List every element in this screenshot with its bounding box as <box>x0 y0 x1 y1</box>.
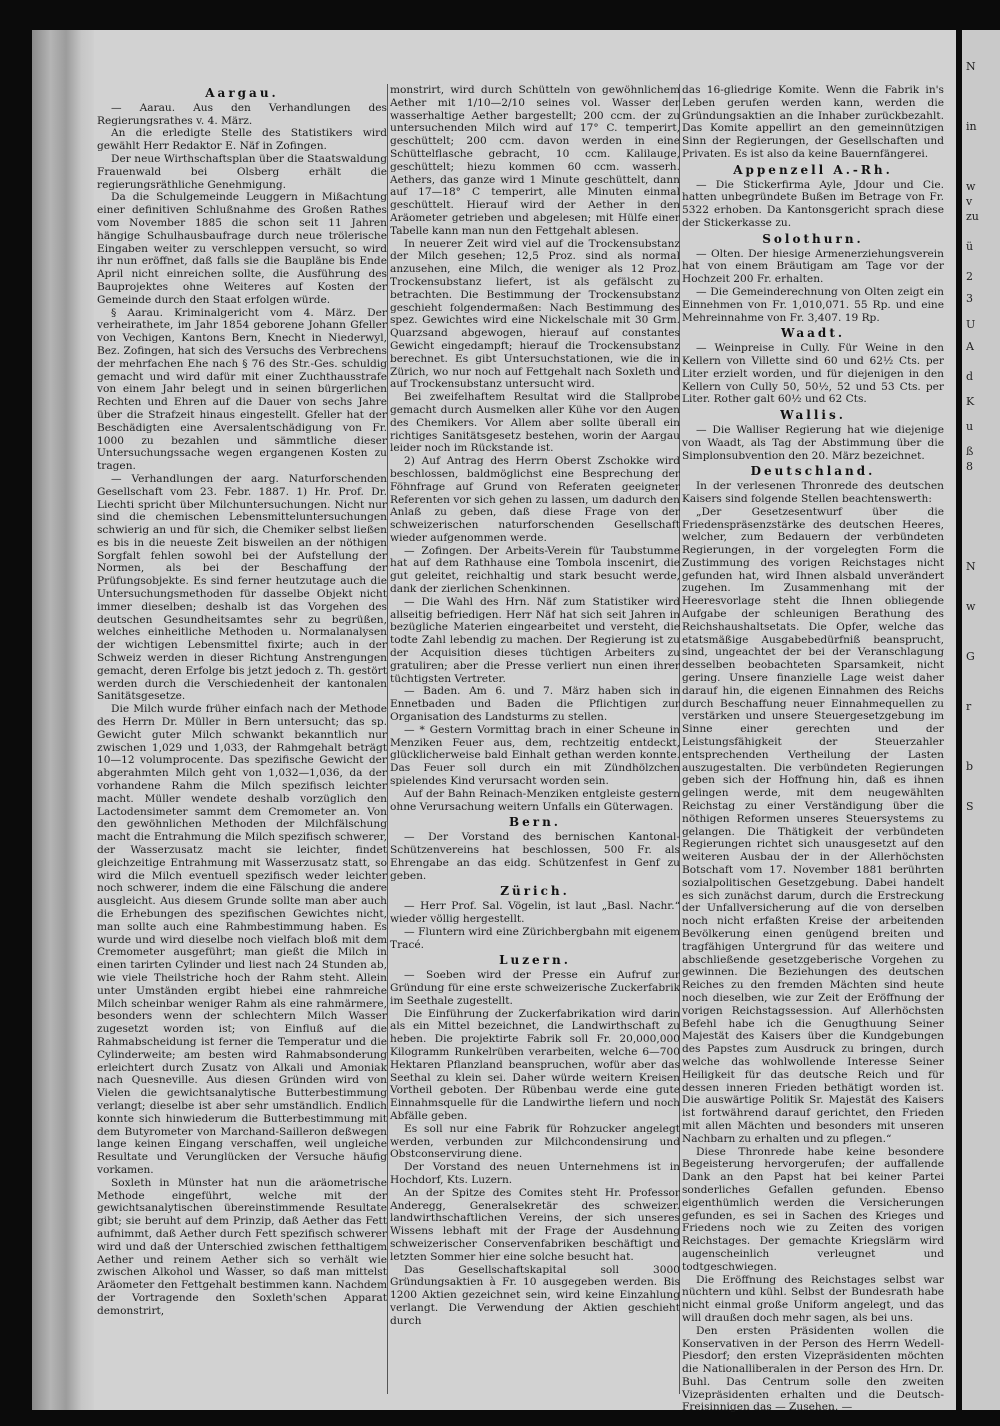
article-paragraph: — Olten. Der hiesige Armenerziehungsverein hat von einem Bräutigam am Tage vor der Hochzeit 200 Fr. erhalten. <box>682 247 944 286</box>
article-paragraph: Bei zweifelhaftem Resultat wird die Stallprobe gemacht durch Ausmelken aller Kühe vor den Augen des Chemikers. Vor Allem aber sollte überall ein richtiges Sanitätsgesetz bestehen, worin der Aargau leider noch im Rückstande ist. <box>390 391 680 455</box>
column-divider <box>387 84 388 1394</box>
facing-page-fragment: 3 <box>966 292 973 305</box>
facing-page-fragment: w <box>966 600 976 613</box>
article-paragraph: Die Einführung der Zuckerfabrikation wird darin als ein Mittel bezeichnet, die Landwirthschaft zu heben. Die projektirte Fabrik soll Fr. 20,000,000 Kilogramm Runkelrüben verarbeiten, welche 6—700 Hektaren Pflanzland beanspruchen, wofür aber das Seethal zu klein sei. Daher würde weitern Kreisen Vortheil geboten. Der Rübenbau werde eine gute Einnahmsquelle für die Landwirthe liefern und noch Abfälle geben. <box>390 1007 680 1122</box>
facing-page-fragment: d <box>966 370 974 383</box>
article-paragraph: Der Vorstand des neuen Unternehmens ist in Hochdorf, Kts. Luzern. <box>390 1161 680 1186</box>
facing-page-fragment: zu <box>966 210 979 223</box>
article-paragraph: — Der Vorstand des bernischen Kantonal-Schützenvereins hat beschlossen, 500 Fr. als Ehrengabe an das eidg. Schützenfest in Genf zu geben. <box>390 831 680 882</box>
facing-page-fragment: A <box>966 340 974 353</box>
article-paragraph: In neuerer Zeit wird viel auf die Trockensubstanz der Milch gesehen; 12,5 Proz. sind als normal anzusehen, eine Milch, die weniger als 12 Proz. Trockensubstanz liefert, ist als gefälscht zu betrachten. Die Bestimmung der Trockensubstanz geschieht folgendermaßen: Nach Bestimmung des spez. Gewichtes wird eine Nickelschale mit 30 Grm. Quarzsand abgewogen, hierauf auf constantes Gewicht eingedampft; hierauf die Trockensubstanz berechnet. Es gibt Untersuchstationen, wie die in Zürich, wo nur noch auf Fettgehalt nach Soxleth und auf Trockensubstanz untersucht wird. <box>390 237 680 391</box>
facing-page-fragment: U <box>966 318 976 331</box>
facing-page-fragment: K <box>966 395 975 408</box>
article-paragraph: — * Gestern Vormittag brach in einer Scheune in Menziken Feuer aus, dem, rechtzeitig entdeckt, glücklicherweise bald Einhalt gethan werden konnte. Das Feuer soll durch ein mit Zündhölzchen spielendes Kind verursacht worden sein. <box>390 723 680 788</box>
article-paragraph: Auf der Bahn Reinach-Menziken entgleiste gestern ohne Verursachung weitern Unfalls ein Güterwagen. <box>390 787 680 813</box>
section-heading: Deutschland. <box>750 464 876 479</box>
facing-page-fragment: G <box>966 650 975 663</box>
facing-page-fragment: 8 <box>966 460 973 473</box>
article-paragraph: — Die Gemeinderechnung von Olten zeigt ein Einnehmen von Fr. 1,010,071. 55 Rp. und eine Mehreinnahme von Fr. 3,407. 19 Rp. <box>682 285 944 324</box>
facing-page-fragment: ß <box>966 445 974 458</box>
article-paragraph: — Zofingen. Der Arbeits-Verein für Taubstumme hat auf dem Rathhause eine Tombola inscenirt, die gut geleitet, reichhaltig und stark besucht werde, dank der zierlichen Schenkinnen. <box>390 544 680 596</box>
article-paragraph: Es soll nur eine Fabrik für Rohzucker angelegt werden, verbunden zur Milchcondensirung und Obstconservirung diene. <box>390 1122 680 1161</box>
article-paragraph: — Die Walliser Regierung hat wie diejenige von Waadt, als Tag der Abstimmung über die Simplonsubvention den 20. März bezeichnet. <box>682 423 944 462</box>
facing-page-fragment: ü <box>966 240 974 253</box>
facing-page-fragment: in <box>966 120 977 133</box>
article-paragraph: — Herr Prof. Sal. Vögelin, ist laut „Basl. Nachr.“ wieder völlig hergestellt. <box>390 900 680 925</box>
article-paragraph: „Der Gesetzesentwurf über die Friedenspräsenzstärke des deutschen Heeres, welcher, zum Bedauern der verbündeten Regierungen, in der vorgelegten Form die Zustimmung des vorigen Reichstages nicht gefunden hat, wird Ihnen alsbald unverändert zugehen. Im Zusammenhang mit der Heeresvorlage steht die Ihnen obliegende Aufgabe der schleunigen Berathung des Reichshaushaltsetats. Die Opfer, welche das etatsmäßige Ausgabebedürfniß beansprucht, sind, ungeachtet der bei der Veranschlagung desselben beobachteten Sparsamkeit, nicht gering. Unsere finanzielle Lage weist daher darauf hin, die eigenen Einnahmen des Reichs durch Beschaffung neuer Einnahmequellen zu verstärken und unsere Steuergesetzgebung im Sinne einer gerechten und der Leistungsfähigkeit der Steuerzahler entsprechenden Vertheilung der Lasten auszugestalten. Die verbündeten Regierungen geben sich der Hoffnung hin, daß es ihnen gelingen werde, mit dem neugewählten Reichstag zu einer Verständigung über die nöthigen Reformen unseres Steuersystems zu gelangen. Die Thätigkeit der verbündeten Regierungen richtet sich unausgesetzt auf den weiteren Ausbau der in der Allerhöchsten Botschaft vom 17. November 1881 berührten sozialpolitischen Gesetzgebung. Dabei handelt es sich zunächst darum, durch die Erstreckung der Unfallversicherung auf die von derselben noch nicht erfaßten Kreise der arbeitenden Bevölkerung einen genügend breiten und tragfähigen Untergrund für das weitere und abschließende gesetzgeberische Vorgehen zu gewinnen. Die Beziehungen des deutschen Reiches zu den fremden Mächten sind heute noch dieselben, wie zur Zeit der Eröffnung der vorigen Reichstagssession. Auf Allerhöchsten Befehl habe ich die Genugthuung Seiner Majestät des Kaisers über die Kundgebungen des Papstes zum Ausdruck zu bringen, durch welche das wohlwollende Interesse Seiner Heiligkeit für das deutsche Reich und für dessen inneren Frieden bethätigt worden ist. Die auswärtige Politik Sr. Majestät des Kaisers ist fortwährend darauf gerichtet, den Frieden mit allen Mächten und besonders mit unseren Nachbarn zu erhalten und zu pflegen.“ <box>682 505 944 1145</box>
article-paragraph: — Weinpreise in Cully. Für Weine in den Kellern von Villette sind 60 und 62½ Cts. per Liter erzielt worden, und für diejenigen in den Kellern von Cully 50, 50½, 52 und 53 Cts. per Liter. Rother galt 60½ und 62 Cts. <box>682 342 944 406</box>
facing-page-fragment: 2 <box>966 270 973 283</box>
facing-page-fragment: N <box>966 560 976 573</box>
section-heading: Bern. <box>508 815 561 830</box>
facing-page-fragment: w <box>966 180 976 193</box>
article-paragraph: Diese Thronrede habe keine besondere Begeisterung hervorgerufen; der auffallende Dank an den Papst hat bei keiner Partei sonderliches Gefallen gefunden. Ebenso eigenthümlich werden die Versicherungen gefunden, es sei in Sachen des Krieges und Friedens noch wie zu Zeiten des vorigen Reichstages. Der gemachte Kriegslärm wird augenscheinlich verleugnet und todtgeschwiegen. <box>682 1145 944 1273</box>
facing-page-fragment: r <box>966 700 972 713</box>
article-paragraph: In der verlesenen Thronrede des deutschen Kaisers sind folgende Stellen beachtenswerth: <box>682 480 944 505</box>
facing-page-fragment: S <box>966 800 974 813</box>
article-paragraph: — Die Stickerfirma Ayle, Jdour und Cie. hatten unbegründete Bußen im Betrage von Fr. 5322 erhoben. Da Kantonsgericht sprach diese der Stickerkasse zu. <box>682 178 944 229</box>
article-paragraph: Der neue Wirthschaftsplan über die Staatswaldung Frauenwald bei Olsberg erhält die regierungsräthliche Genehmigung. <box>97 152 387 191</box>
section-heading: Waadt. <box>780 326 846 341</box>
article-paragraph: Soxleth in Münster hat nun die aräometrische Methode eingeführt, welche mit der gewichtsanalytischen übereinstimmende Resultate gibt; sie beruht auf dem Prinzip, daß Aether das Fett aufnimmt, daß Aether durch Fett spezifisch schwerer wird und daß der Unterschied zwischen fetthaltigem Aether und reinem Aether sich so verhält wie zwischen Alkohol und Wasser, so daß man mittelst Aräometer den Fettgehalt bestimmen kann. Nachdem der Vortragende den Soxleth'schen Apparat demonstrirt, <box>97 1176 387 1317</box>
section-heading: Wallis. <box>780 408 846 423</box>
article-column-2 <box>390 84 680 1404</box>
facing-page-edge <box>962 30 1000 1410</box>
article-paragraph: — Die Wahl des Hrn. Näf zum Statistiker wird allseitig befriedigen. Herr Näf hat sich seit Jahren in bezügliche Materien eingearbeitet und versteht, die todte Zahl lebendig zu machen. Der Regierung ist zu der Acquisition dieses tüchtigen Arbeiters zu gratuliren; aber die Presse verliert nun einen ihrer tüchtigsten Vertreter. <box>390 595 680 685</box>
article-paragraph: — Verhandlungen der aarg. Naturforschenden Gesellschaft vom 23. Febr. 1887. 1) Hr. Prof. Dr. Liechti spricht über Milchuntersuchungen. Nicht nur sind die chemischen Lebensmitteluntersuchungen schwierig an und für sich, die Chemiker selbst ließen es bis in die neueste Zeit bisweilen an der nöthigen Sorgfalt fehlen sowohl bei der Aufstellung der Normen, als bei der Beschaffung der Prüfungsobjekte. Es sind ferner heutzutage auch die Untersuchungsmethoden für dasselbe Objekt nicht immer dieselben; deshalb ist das Vorgehen des deutschen Gesundheitsamtes sehr zu begrüßen, welches einheitliche Methoden u. Normalanalysen der wichtigen Lebensmittel fixirte; auch in der Schweiz werden in dieser Richtung Anstrengungen gemacht, deren Erfolge bis jetzt jedoch z. Th. gestört werden durch die Verschiedenheit der kantonalen Sanitätsgesetze. <box>97 472 387 703</box>
page-stack-edge <box>32 30 94 1410</box>
facing-page-fragment: u <box>966 420 974 433</box>
section-heading: Aargau. <box>205 86 279 100</box>
article-paragraph: An die erledigte Stelle des Statistikers wird gewählt Herr Redaktor E. Näf in Zofingen. <box>97 127 387 153</box>
article-paragraph: — Baden. Am 6. und 7. März haben sich in Ennetbaden und Baden die Pflichtigen zur Organisation des Landsturms zu stellen. <box>390 685 680 724</box>
article-column-1 <box>97 84 387 1404</box>
article-paragraph: § Aarau. Kriminalgericht vom 4. März. Der verheirathete, im Jahr 1854 geborene Johann Gfeller von Vechigen, Kantons Bern, Knecht in Niederwyl, Bez. Zofingen, hat sich des Versuchs des Verbrechens der mehrfachen Ehe nach § 76 des Str.-Ges. schuldig gemacht und wird dafür mit einer Zuchthausstrafe von einem Jahr belegt und in seinen bürgerlichen Rechten und Ehren auf die Dauer von sechs Jahre über die Strafzeit hinaus eingestellt. Gfeller hat der Beschädigten eine Aversalentschädigung von Fr. 1000 zu bezahlen und sämmtliche dieser Untersuchungssache wegen ergangenen Kosten zu tragen. <box>97 306 387 473</box>
facing-page-fragment: v <box>966 195 973 208</box>
article-paragraph: das 16-gliedrige Komite. Wenn die Fabrik in's Leben gerufen werden kann, werden die Gründungsaktien an die Inhaber zurückbezahlt. Das Komite appellirt an den gemeinnützigen Sinn der Regierungen, der Gesellschaften und Privaten. Es ist also da keine Bauernfängerei. <box>682 84 944 160</box>
facing-page-fragment: b <box>966 760 974 773</box>
section-heading: Zürich. <box>500 884 570 899</box>
article-column-3 <box>682 84 944 1414</box>
article-paragraph: — Soeben wird der Presse ein Aufruf zur Gründung für eine erste schweizerische Zuckerfabrik im Seethale zugestellt. <box>390 969 680 1007</box>
article-paragraph: Den ersten Präsidenten wollen die Konservativen in der Person des Herrn Wedell-Piesdorf; den ersten Vizepräsidenten möchten die Nationalliberalen in der Person des Hrn. Dr. Buhl. Das Centrum solle den zweiten Vizepräsidenten erhalten und die Deutsch-Freisinnigen das — Zusehen. — <box>682 1324 944 1414</box>
article-paragraph: Das Gesellschaftskapital soll 3000 Gründungsaktien à Fr. 10 ausgegeben werden. Bis 1200 Aktien gezeichnet sein, wird keine Einzahlung verlangt. Die Verwendung der Aktien geschieht durch <box>390 1263 680 1327</box>
facing-page-fragment: N <box>966 60 976 73</box>
section-heading: Luzern. <box>499 953 571 968</box>
article-paragraph: — Aarau. Aus den Verhandlungen des Regierungsrathes v. 4. März. <box>97 101 387 127</box>
section-heading: Solothurn. <box>762 231 864 246</box>
article-paragraph: — Fluntern wird eine Zürichbergbahn mit eigenem Tracé. <box>390 925 680 951</box>
article-paragraph: Die Eröffnung des Reichstages selbst war nüchtern und kühl. Selbst der Bundesrath habe nicht einmal große Uniform angelegt, und das will draußen doch mehr sagen, als bei uns. <box>682 1273 944 1324</box>
article-paragraph: An der Spitze des Comites steht Hr. Professor Anderegg, Generalsekretär des schweizer. landwirthschaftlichen Vereins, der sich unseres Wissens lebhaft mit der Frage der Ausdehnung schweizerischer Conservenfabriken beschäftigt und letzten Sommer hier eine solche besucht hat. <box>390 1186 680 1263</box>
article-paragraph: 2) Auf Antrag des Herrn Oberst Zschokke wird beschlossen, baldmöglichst eine Besprechung der Föhnfrage auf Grund von Referaten geeigneter Referenten vor sich gehen zu lassen, um dadurch den Anlaß zu geben, daß diese Frage von der schweizerischen naturforschenden Gesellschaft wieder aufgenommen werde. <box>390 455 680 544</box>
article-paragraph: monstrirt, wird durch Schütteln von gewöhnlichem Aether mit 1/10—2/10 seines vol. Wasser der wasserhaltige Aether bargestellt; 200 ccm. der zu untersuchenden Milch wird auf 17° C. temperirt, geschüttelt; 200 ccm. davon werden in eine Schüttelflasche gebracht, 10 ccm. Kalilauge, geschüttelt; hiezu kommen 60 ccm. wasserh. Aethers, das ganze wird 1 Minute geschüttelt, dann auf 17—18° C temperirt, alle Minuten einmal geschüttelt. Hierauf wird der Aether in den Aräometer getrieben und abgelesen; mit Hülfe einer Tabelle kann man nun den Fettgehalt ablesen. <box>390 84 680 237</box>
article-paragraph: Die Milch wurde früher einfach nach der Methode des Herrn Dr. Müller in Bern untersucht; das sp. Gewicht guter Milch schwankt bekanntlich nur zwischen 1,029 und 1,033, der Rahmgehalt beträgt 10—12 volumprocente. Das spezifische Gewicht der abgerahmten Milch geht von 1,032—1,036, da der vorhandene Rahm die Milch spezifisch leichter macht. Müller wendete deshalb vorzüglich den Lactodensimeter sammt dem Cremometer an. Von den gewöhnlichen Methoden der Milchfälschung macht die Entrahmung die Milch spezifisch schwerer, der Wasserzusatz macht sie leichter, findet gleichzeitige Entrahmung mit Wasserzusatz statt, so wird die Milch eventuell spezifisch weder leichter noch schwerer, indem die eine Fälschung die andere ausgleicht. Aus diesem Grunde sollte man aber auch die Erhebungen des spezifischen Gewichtes nicht, man sollte auch eine Rahmbestimmung haben. Es wurde und wird dieselbe noch vielfach bloß mit dem Cremometer ausgeführt; man gießt die Milch in einen tarirten Cylinder und liest nach 24 Stunden ab, wie viele Theilstriche hoch der Rahm steht. Allein unter Umständen ergibt hiebei eine rahmreiche Milch scheinbar weniger Rahm als eine rahmärmere, besonders wenn der schlechtern Milch Wasser zugesetzt worden ist; von Einfluß auf die Rahmabscheidung ist ferner die Temperatur und die Cylinderweite; am besten wird Rahmabsonderung erleichtert durch Zusatz von Alkali und Amoniak nach Quesneville. Aus diesen Gründen wird von Vielen die gewichtsanalytische Butterbestimmung verlangt; dieselbe ist aber sehr umständlich. Endlich konnte sich hinwiederum die Butterbestimmung mit dem Butyrometer von Marchand-Sailleron deßwegen lange keinen Eingang verschaffen, weil ungleiche Resultate und Verunglücken der Versuche häufig vorkamen. <box>97 703 387 1176</box>
article-paragraph: Da die Schulgemeinde Leuggern in Mißachtung einer definitiven Schlußnahme des Großen Rathes vom November 1885 die schon seit 11 Jahren hängige Schulhausbaufrage durch neue trölerische Eingaben weiter zu verschleppen versucht, so wird ihr nun eröffnet, daß falls sie die Baupläne bis Ende April nicht einreichen sollte, die Ausführung des Bauprojektes ohne Weiteres auf Kosten der Gemeinde durch den Staat erfolgen würde. <box>97 191 387 306</box>
section-heading: Appenzell A.-Rh. <box>733 162 893 177</box>
